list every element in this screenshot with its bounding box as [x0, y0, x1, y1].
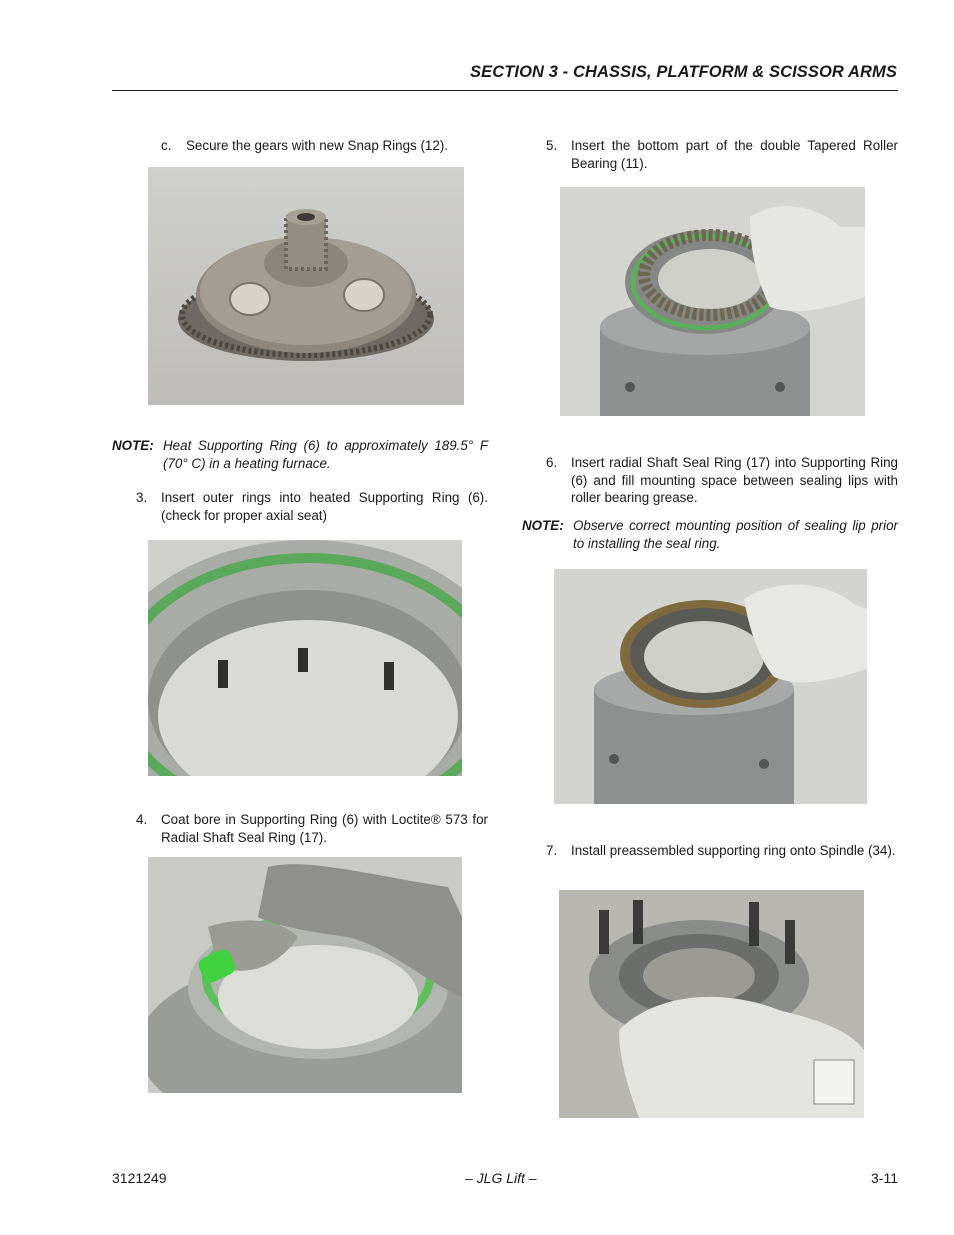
- step-3-text: Insert outer rings into heated Supporting Ring (6). (check for proper axial seat): [161, 490, 488, 523]
- note-seal-lip: [522, 517, 898, 552]
- step-7-text: Install preassembled supporting ring onto Spindle (34).: [571, 843, 896, 858]
- step-4-text: Coat bore in Supporting Ring (6) with Loctite® 573 for Radial Shaft Seal Ring (17).: [161, 812, 488, 845]
- footer-doc-number: 3121249: [112, 1170, 167, 1186]
- step-3: [136, 489, 488, 524]
- photo-planetary-gear-carrier: [148, 167, 464, 405]
- photo-spindle-install: [559, 890, 864, 1118]
- photo-loctite-bore: [148, 857, 462, 1093]
- note-heat-ring: [112, 437, 488, 472]
- note-label: NOTE:: [522, 518, 564, 533]
- step-6-text: Insert radial Shaft Seal Ring (17) into Supporting Ring (6) and fill mounting space between sealing lips with roller bearing grease.: [571, 455, 898, 505]
- photo-shaft-seal-ring: [554, 569, 867, 804]
- step-7: [546, 842, 898, 860]
- step-5-text: Insert the bottom part of the double Tapered Roller Bearing (11).: [571, 138, 898, 171]
- step-5: [546, 137, 898, 172]
- step-6: [546, 454, 898, 507]
- step-6-marker: 6.: [546, 455, 558, 470]
- step-7-marker: 7.: [546, 843, 558, 858]
- header-divider: [112, 90, 898, 91]
- note-label: NOTE:: [112, 438, 154, 453]
- step-4: [136, 811, 488, 846]
- step-c: [161, 137, 486, 155]
- step-5-marker: 5.: [546, 138, 558, 153]
- step-3-marker: 3.: [136, 490, 148, 505]
- footer-page-number: 3-11: [871, 1170, 898, 1186]
- footer-publisher: – JLG Lift –: [465, 1170, 537, 1186]
- step-4-marker: 4.: [136, 812, 148, 827]
- note-heat-text: Heat Supporting Ring (6) to approximately 189.5° F (70° C) in a heating furnace.: [163, 438, 488, 471]
- section-title: SECTION 3 - CHASSIS, PLATFORM & SCISSOR ARMS: [469, 63, 897, 81]
- photo-tapered-roller-bearing: [560, 187, 865, 416]
- step-c-text: Secure the gears with new Snap Rings (12).: [186, 138, 449, 153]
- photo-supporting-ring-outer-rings: [148, 540, 462, 776]
- step-c-marker: c.: [161, 138, 172, 153]
- note-seal-text: Observe correct mounting position of sealing lip prior to installing the seal ring.: [573, 518, 898, 551]
